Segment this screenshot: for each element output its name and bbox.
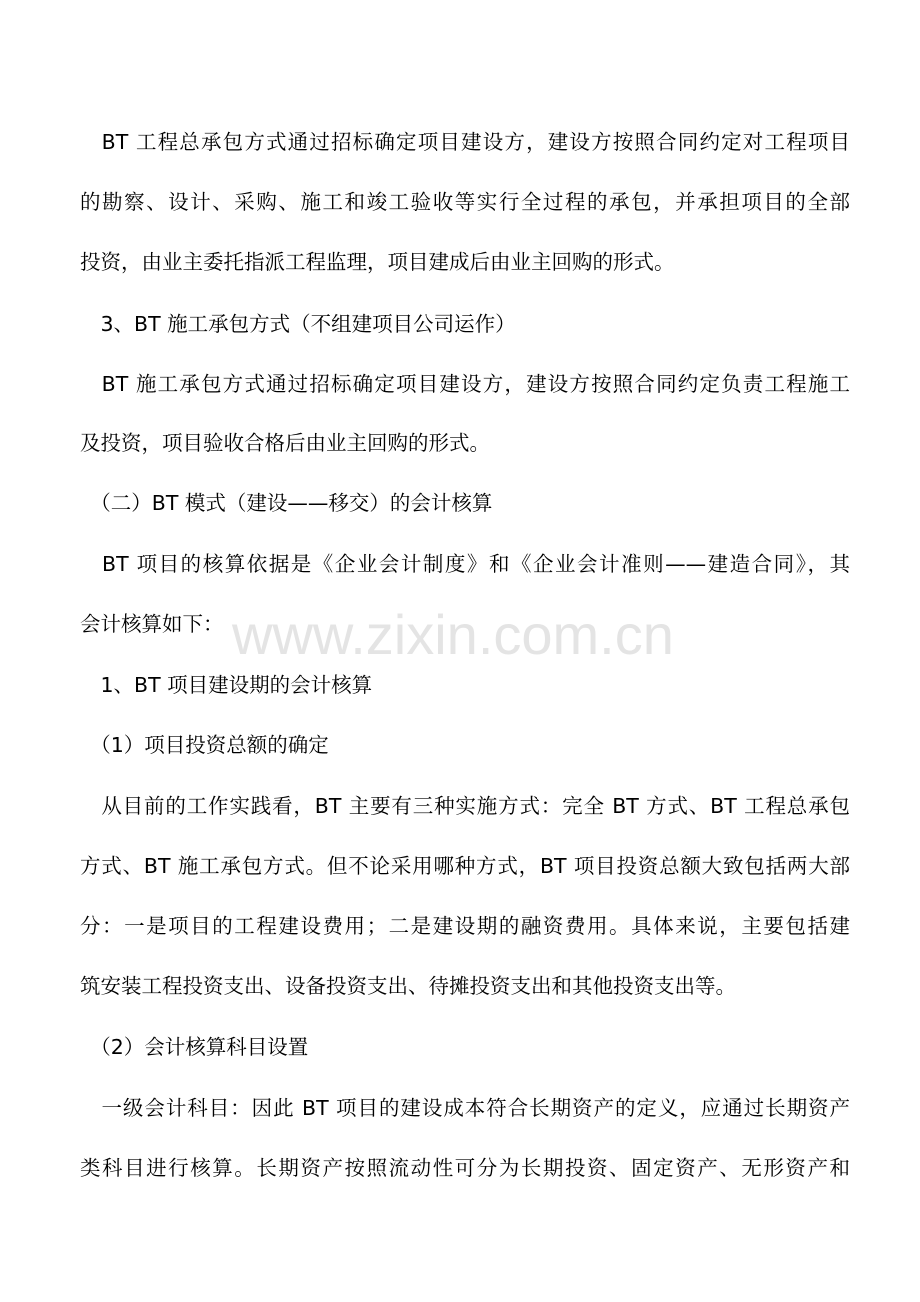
section-heading: 3、BT 施工承包方式（不组建项目公司运作）: [80, 312, 516, 336]
paragraph-line: 分：一是项目的工程建设费用；二是建设期的融资费用。具体来说，主要包括建: [80, 914, 850, 938]
paragraph-line: 方式、BT 施工承包方式。但不论采用哪种方式，BT 项目投资总额大致包括两大部: [80, 854, 850, 878]
paragraph-line: 会计核算如下：: [80, 612, 224, 636]
paragraph-line: 类科目进行核算。长期资产按照流动性可分为长期投资、固定资产、无形资产和: [80, 1156, 850, 1180]
paragraph-line: BT 项目的核算依据是《企业会计制度》和《企业会计准则——建造合同》，其: [80, 552, 850, 576]
paragraph-line: 的勘察、设计、采购、施工和竣工验收等实行全过程的承包，并承担项目的全部: [80, 190, 850, 214]
paragraph-line: BT 施工承包方式通过招标确定项目建设方，建设方按照合同约定负责工程施工: [80, 372, 850, 396]
paragraph-line: 筑安装工程投资支出、设备投资支出、待摊投资支出和其他投资支出等。: [80, 974, 736, 998]
paragraph-line: 投资，由业主委托指派工程监理，项目建成后由业主回购的形式。: [80, 250, 675, 274]
paragraph-line: 一级会计科目：因此 BT 项目的建设成本符合长期资产的定义，应通过长期资产: [80, 1096, 850, 1120]
subsection-heading: （2）会计核算科目设置: [80, 1035, 309, 1059]
paragraph-line: 及投资，项目验收合格后由业主回购的形式。: [80, 431, 490, 455]
paragraph-line: 从目前的工作实践看，BT 主要有三种实施方式：完全 BT 方式、BT 工程总承包: [80, 794, 850, 818]
section-heading: 1、BT 项目建设期的会计核算: [80, 673, 373, 697]
paragraph-line: BT 工程总承包方式通过招标确定项目建设方，建设方按照合同约定对工程项目: [80, 130, 850, 154]
watermark: www.zixin.com.cn: [232, 603, 674, 666]
section-heading: （二）BT 模式（建设——移交）的会计核算: [80, 491, 493, 515]
subsection-heading: （1）项目投资总额的确定: [80, 733, 329, 757]
